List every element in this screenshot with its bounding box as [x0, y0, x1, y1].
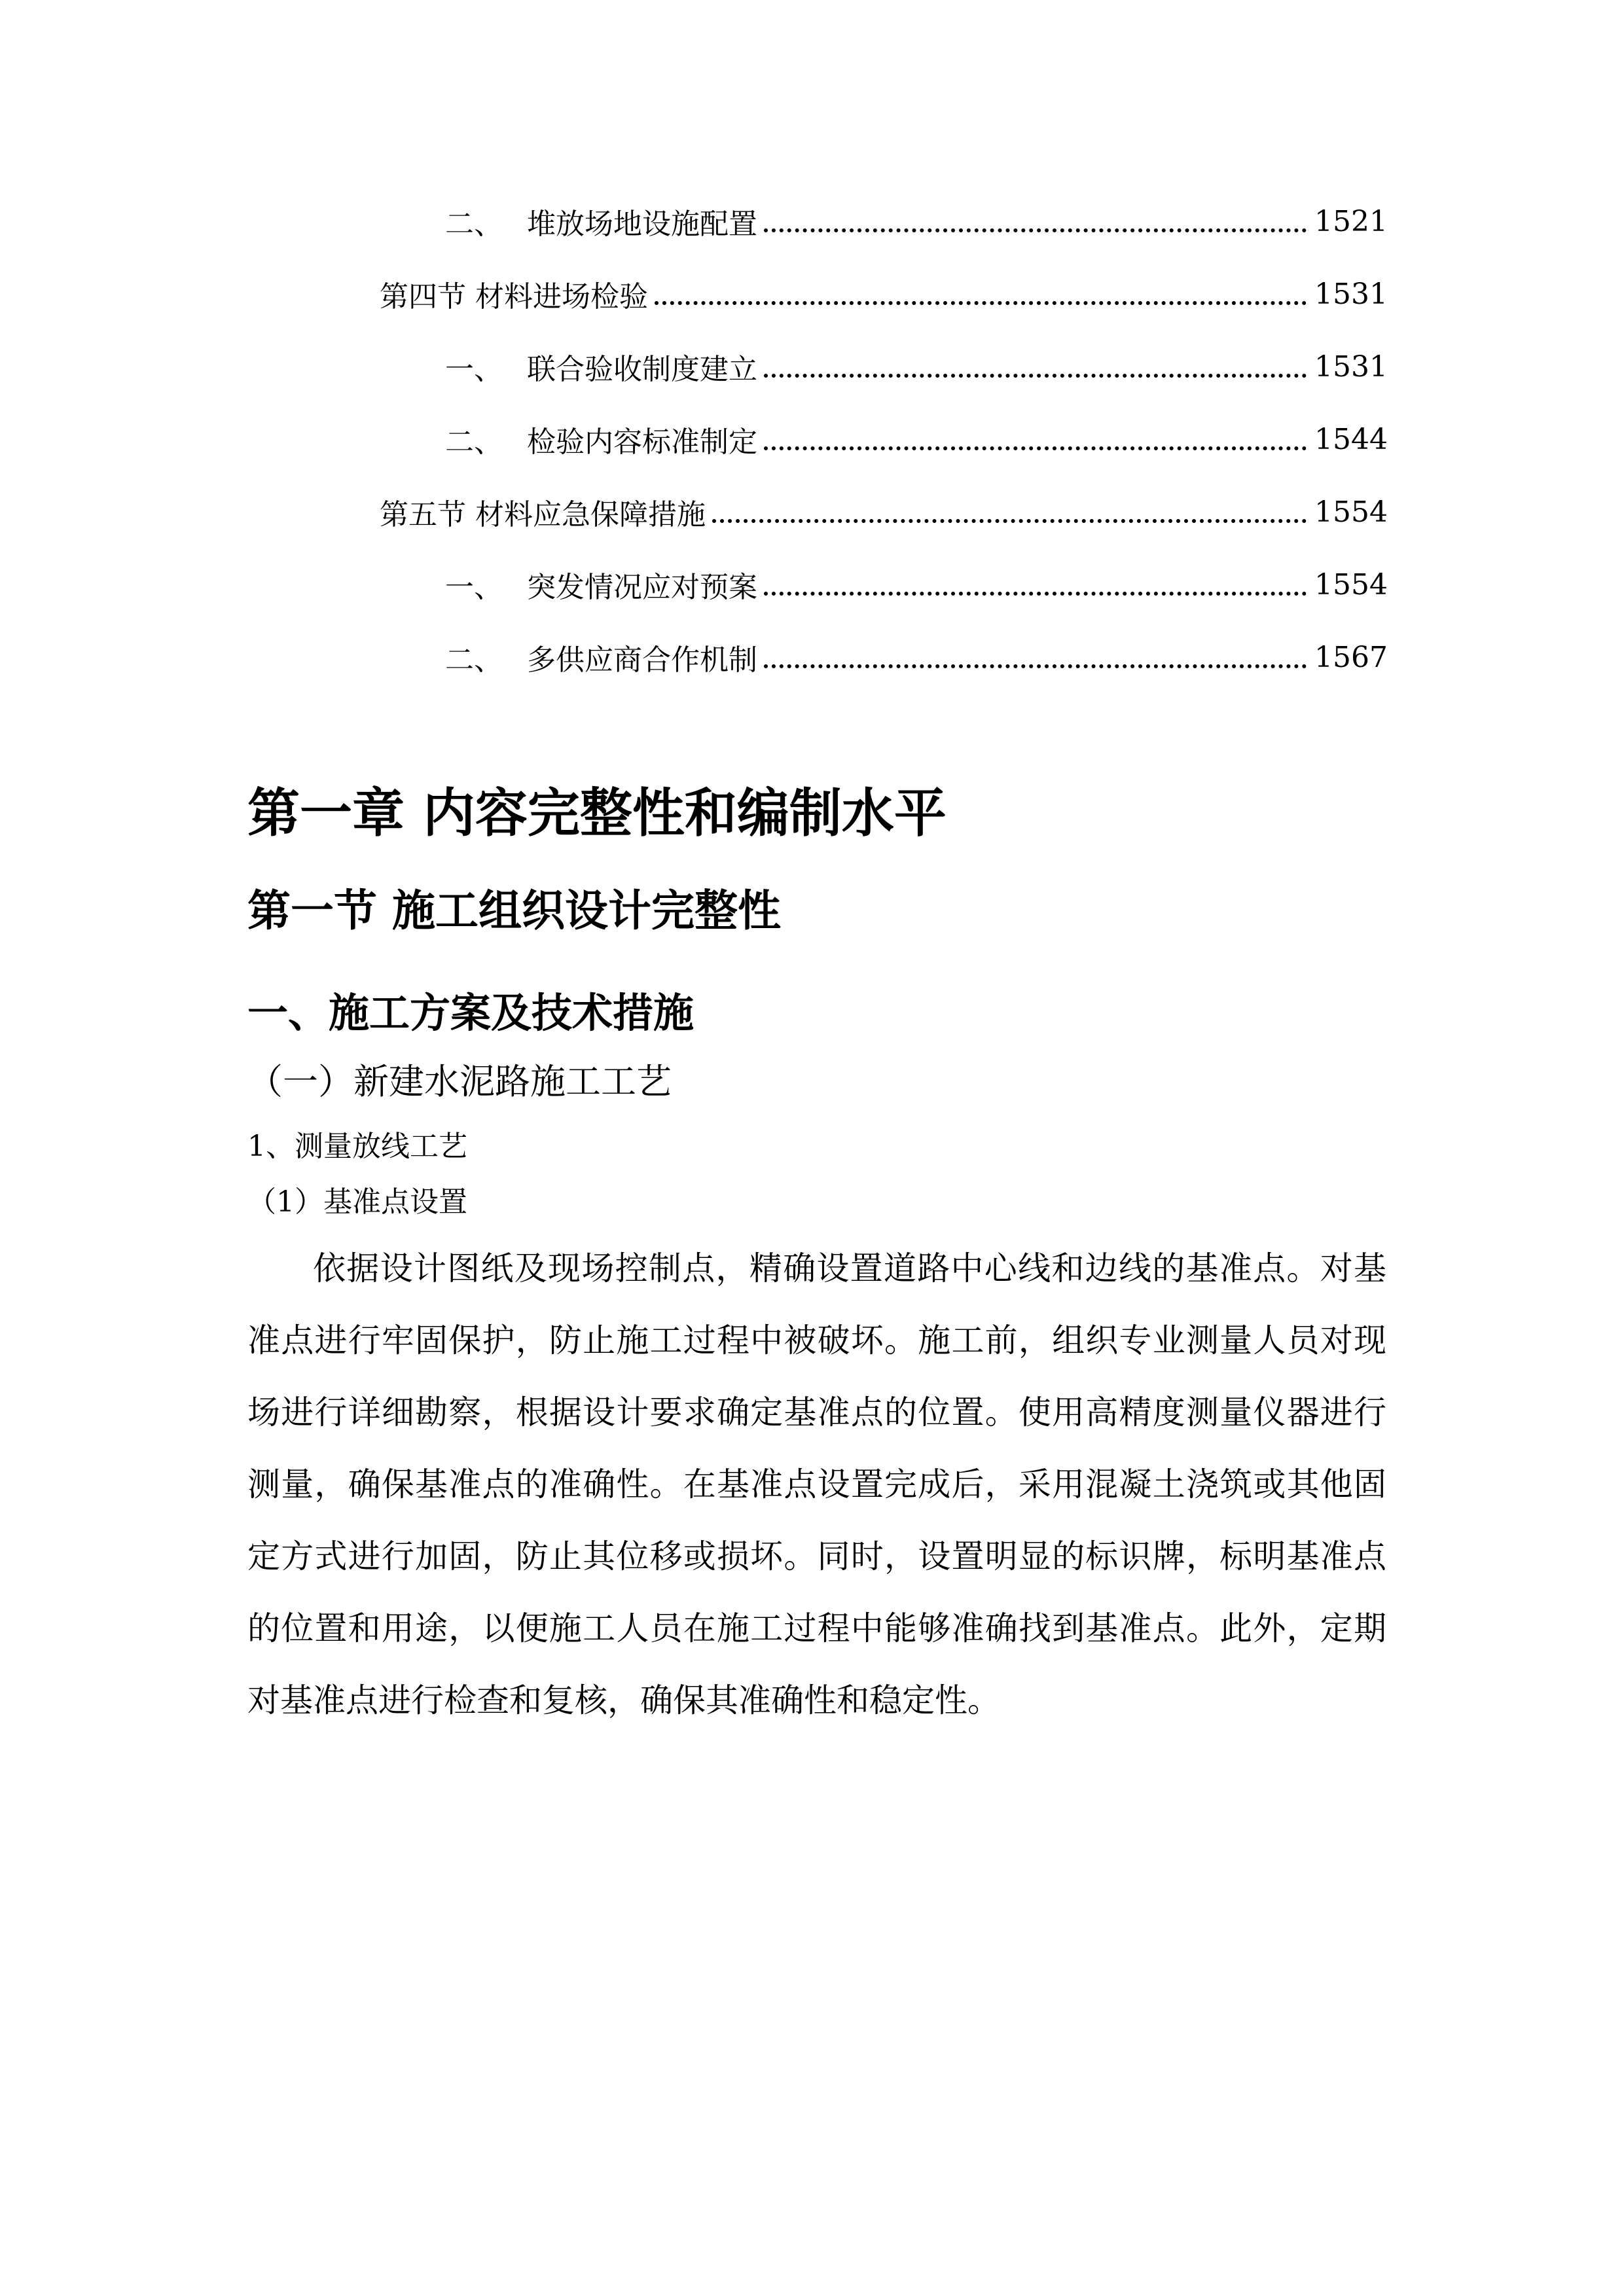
toc-leader-dots	[655, 301, 1307, 305]
toc-leader-dots	[764, 592, 1307, 596]
toc-entry-page: 1531	[1314, 350, 1388, 384]
toc-entry[interactable]	[445, 198, 1388, 244]
toc-entry[interactable]	[380, 271, 1388, 317]
toc-entry-title: 第四节 材料进场检验	[380, 280, 648, 314]
toc-entry-title: 突发情况应对预案	[527, 571, 757, 604]
numbered-heading: 1、测量放线工艺	[247, 1130, 467, 1163]
toc-entry[interactable]	[445, 562, 1388, 607]
toc-entry-page: 1521	[1314, 204, 1388, 238]
subsection-title: 一、施工方案及技术措施	[247, 989, 695, 1037]
toc-entry-title: 联合验收制度建立	[527, 353, 757, 386]
toc-leader-dots	[764, 664, 1307, 668]
toc-leader-dots	[764, 374, 1307, 378]
toc-entry-page: 1554	[1314, 567, 1388, 601]
toc-entry[interactable]	[380, 489, 1388, 535]
toc-leader-dots	[764, 228, 1307, 232]
toc-leader-dots	[764, 446, 1307, 450]
toc-entry[interactable]	[445, 634, 1388, 680]
toc-entry-marker: 二、	[445, 425, 503, 459]
toc-entry-title: 第五节 材料应急保障措施	[380, 498, 706, 531]
toc-entry-page: 1554	[1314, 495, 1388, 529]
toc-entry-title: 堆放场地设施配置	[527, 207, 757, 241]
toc-leader-dots	[712, 519, 1307, 523]
toc-entry-marker: 二、	[445, 643, 503, 677]
toc-entry[interactable]	[445, 344, 1388, 389]
toc-entry-page: 1531	[1314, 277, 1388, 311]
toc-entry-title: 多供应商合作机制	[527, 643, 757, 677]
toc-entry-page: 1544	[1314, 422, 1388, 456]
toc-entry[interactable]	[445, 416, 1388, 462]
sub-numbered-heading: （1）基准点设置	[247, 1185, 467, 1219]
section-title: 第一节 施工组织设计完整性	[247, 886, 781, 936]
toc-entry-page: 1567	[1314, 640, 1388, 674]
chapter-title: 第一章 内容完整性和编制水平	[247, 783, 947, 844]
toc-entry-marker: 二、	[445, 207, 503, 241]
body-paragraph: 依据设计图纸及现场控制点，精确设置道路中心线和边线的基准点。对基准点进行牢固保护，防止施工过程中被破坏。施工前，组织专业测量人员对现场进行详细勘察，根据设计要求确定基准点的位置。使用高精度测量仪器进行测量，确保基准点的准确性。在基准点设置完成后，采用混凝土浇筑或其他固定方式进行加固，防止其位移或损坏。同时，设置明显的标识牌，标明基准点的位置和用途，以便施工人员在施工过程中能够准确找到基准点。此外，定期对基准点进行检查和复核，确保其准确性和稳定性。	[247, 1249, 1386, 1719]
toc-entry-title: 检验内容标准制定	[527, 425, 757, 459]
toc-entry-marker: 一、	[445, 353, 503, 386]
toc-entry-marker: 一、	[445, 571, 503, 604]
paren-heading: （一）新建水泥路施工工艺	[247, 1061, 672, 1102]
